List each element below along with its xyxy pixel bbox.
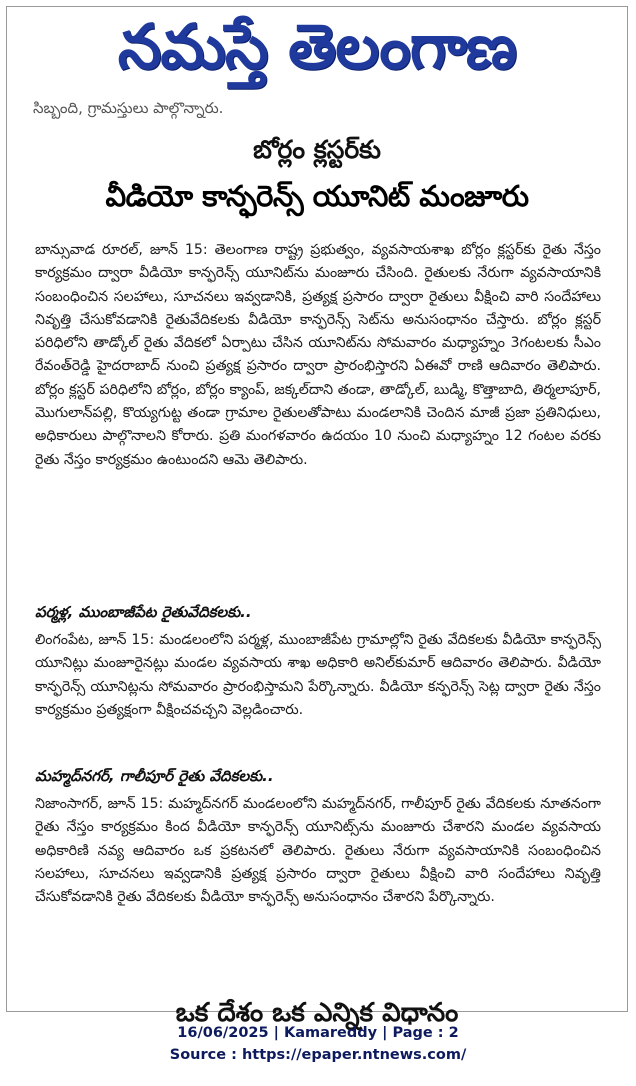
- footer-date-edition: 16/06/2025 | Kamareddy | Page : 2: [177, 1025, 459, 1041]
- cut-bottom-headline: ఒక దేశం ఒక ఎన్నిక విధానం: [175, 998, 459, 1028]
- article-paragraph-1: బాన్సువాడ రూరల్, జూన్ 15: తెలంగాణ రాష్ట్ర ప్రభుత్వం, వ్యవసాయశాఖ బోర్లం క్లస్టర్‌కు రైతు నేస్తం కార్యక్రమం ద్వారా వీడియో కాన్ఫరెన్స్ యూనిట్‌ను మంజూరు చేసింది. రైతులకు నేరుగా వ్యవసాయానికి సంబంధించిన సలహాలు, సూచనలు ఇవ్వడానికి, ప్రత్యక్ష ప్రసారం ద్వారా రైతులు వీక్షించి వారి సందేహాలు నివృత్తి చేసుకోవడానికి రైతువేదికలకు వీడియో కాన్ఫరెన్స్ సెట్‌ను అనుసంధానం చేస్తారు. బోర్లం క్లస్టర్ పరిధిలోని తాడ్కోల్ రైతు వేదికలో ఏర్పాటు చేసిన యూనిట్‌ను సోమవారం మధ్యాహ్నం 3గంటలకు సీఎం రేవంత్‌రెడ్డి హైదరాబాద్ నుంచి ప్రత్యక్ష ప్రసారం ద్వారా ప్రారంభిస్తారని ఏఈవో రాణి ఆదివారం తెలిపారు. బోర్లం క్లస్టర్ పరిధిలోని బోర్లం, బోర్లం క్యాంప్, జక్కల్‌దాని తండా, తాడ్కోల్, బుడ్మి, కొత్తాబాది, తిర్మలాపూర్, మొగులాన్‌పల్లి, కొయ్యగుట్ట తండా గ్రామాల రైతులతోపాటు మండలానికి చెందిన మాజీ ప్రజా ప్రతినిధులు, అధికారులు పాల్గొనాలని కోరారు. ప్రతి మంగళవారం ఉదయం 10 నుంచి మధ్యాహ్నం 12 గంటల వరకు రైతు నేస్తం కార్యక్రమం ఉంటుందని ఆమె తెలిపారు.: [35, 242, 601, 468]
- article-paragraph-2: లింగంపేట, జూన్ 15: మండలంలోని పర్మళ్ల, ముంబాజీపేట గ్రామాల్లోని రైతు వేదికలకు వీడియో కాన్ఫరెన్స్ యూనిట్లు మంజూరైనట్లు మండల వ్యవసాయ శాఖ అధికారి అనిల్‌కుమార్ ఆదివారం తెలిపారు. వీడియో కాన్ఫరెన్స్ యూనిట్లను సోమవారం ప్రారంభిస్తామని పేర్కొన్నారు. వీడియో కన్ఫరెన్స్ సెట్ల ద్వారా రైతు నేస్తం కార్యక్రమం ప్రత్యక్షంగా వీక్షించవచ్చని వెల్లడించారు.: [35, 632, 601, 718]
- clipping-frame: [6, 6, 628, 1028]
- article-kicker: బోర్లం క్లస్టర్‌కు: [253, 135, 381, 164]
- cut-top-line: సిబ్బంది, గ్రామస్తులు పాల్గొన్నారు.: [33, 99, 224, 117]
- newspaper-masthead: [7, 11, 627, 97]
- masthead-title: నమస్తే తెలంగాణ: [117, 10, 517, 83]
- page-footer: [0, 1022, 636, 1066]
- subheading-2: మహ్మద్‌నగర్, గాలీపూర్ రైతు వేదికలకు..: [35, 767, 274, 785]
- article-headline: వీడియో కాన్ఫరెన్స్ యూనిట్ మంజూరు: [105, 179, 529, 213]
- subheading-1: పర్మళ్ల, ముంబాజీపేట రైతువేదికలకు..: [35, 603, 252, 621]
- footer-source-link[interactable]: Source : https://epaper.ntnews.com/: [169, 1047, 467, 1063]
- article-paragraph-3: నిజాంసాగర్, జూన్ 15: మహ్మద్‌నగర్ మండలంలోని మహ్మద్‌నగర్, గాలీపూర్ రైతు వేదికలకు నూతనంగా రైతు నేస్తం కార్యక్రమం కింద వీడియో కాన్ఫరెన్స్ యూనిట్స్‌ను మంజూరు చేశారని మండల వ్యవసాయ అధికారిణి నవ్య ఆదివారం ఒక ప్రకటనలో తెలిపారు. రైతులు నేరుగా వ్యవసాయానికి సంబంధించిన సలహాలు, సూచనలు ఇవ్వడానికి ప్రత్యక్ష ప్రసారం ద్వారా రైతులు వీక్షించి వారి సందేహాలు నివృత్తి చేసుకోవడానికి రైతు వేదికలకు వీడియో కాన్ఫరెన్స్ అనుసంధానం చేశారని పేర్కొన్నారు.: [35, 796, 601, 906]
